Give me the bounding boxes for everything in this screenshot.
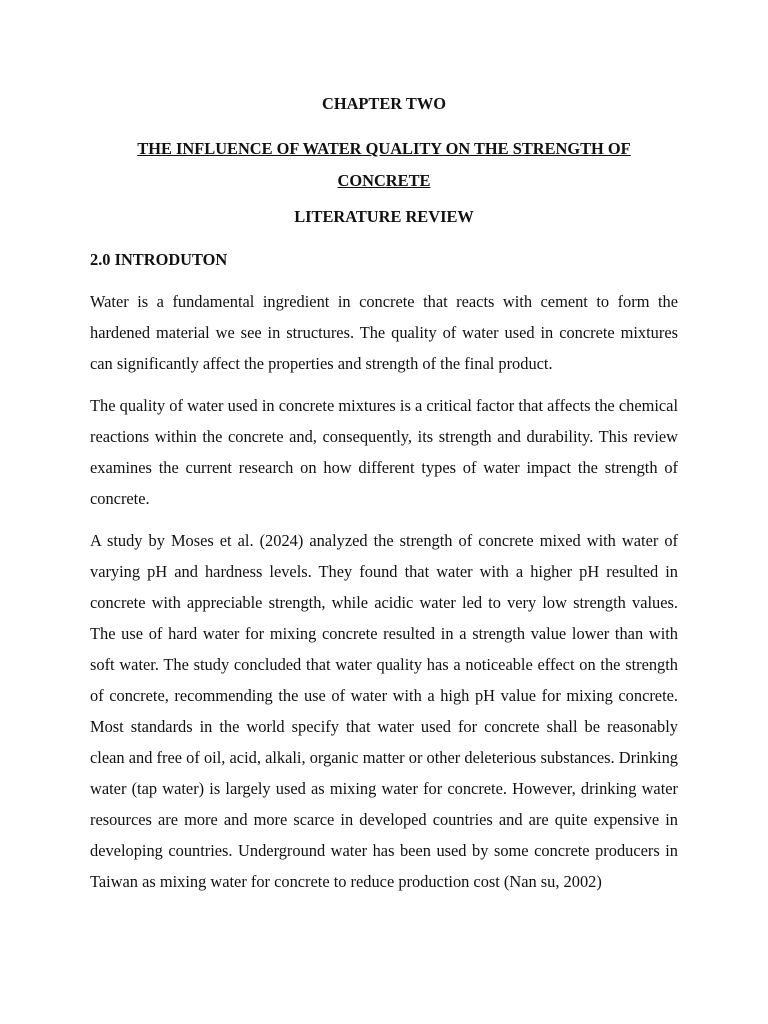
section-heading: 2.0 INTRODUTON xyxy=(90,250,228,269)
paragraph-water-quality: The quality of water used in concrete mixtures is a critical factor that affects the chemical reactions within the concrete and, consequently, its strength and durability. This review examines the current research on how different types of water impact the strength of concrete. xyxy=(90,396,678,508)
chapter-label: CHAPTER TWO xyxy=(321,94,446,113)
section-subtitle: LITERATURE REVIEW xyxy=(294,207,474,226)
paragraph-study: A study by Moses et al. (2024) analyzed the strength of concrete mixed with water of varying pH and hardness levels. They found that water with a higher pH resulted in concrete with appreciable strength, while acidic water led to very low strength values. The use of hard water for mixing concrete resulted in a strength value lower than with soft water. The study concluded that water quality has a noticeable effect on the strength of concrete, recommending the use of water with a high pH value for mixing concrete. Most standards in the world specify that water used for concrete shall be reasonably clean and free of oil, acid, alkali, organic matter or other deleterious substances. Drinking water (tap water) is largely used as mixing water for concrete. However, drinking water resources are more and more scarce in developed countries and are quite expensive in developing countries. Underground water has been used by some concrete producers in Taiwan as mixing water for concrete to reduce production cost (Nan su, 2002) xyxy=(90,531,678,891)
paragraph-intro: Water is a fundamental ingredient in concrete that reacts with cement to form the hardened material we see in structures. The quality of water used in concrete mixtures can significantly affect the properties and strength of the final product. xyxy=(90,292,678,373)
document-title: THE INFLUENCE OF WATER QUALITY ON THE STRENGTH OF CONCRETE xyxy=(137,139,631,190)
